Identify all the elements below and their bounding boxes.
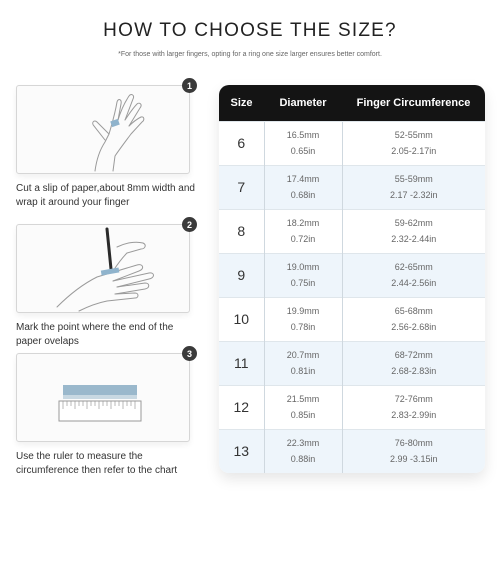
table-header-row	[219, 85, 485, 121]
circumference-mm: 68-72mm	[394, 350, 433, 360]
circumference-cell	[342, 341, 485, 385]
header-diameter: Diameter	[279, 96, 327, 109]
circumference-cell	[342, 429, 485, 473]
circumference-mm: 55-59mm	[394, 174, 433, 184]
circumference-cell	[342, 165, 485, 209]
circumference-cell	[342, 209, 485, 253]
circumference-mm: 59-62mm	[394, 218, 433, 228]
circumference-mm: 52-55mm	[394, 130, 433, 140]
size-chart	[219, 85, 485, 473]
step-1-number: 1	[182, 78, 197, 93]
diameter-mm: 16.5mm	[286, 130, 320, 140]
table-row	[219, 209, 485, 253]
circumference-cell	[342, 253, 485, 297]
diameter-cell	[264, 121, 342, 165]
table-row	[219, 429, 485, 473]
diameter-in: 0.85in	[290, 410, 316, 420]
circumference-cell	[342, 385, 485, 429]
circumference-mm: 76-80mm	[394, 438, 433, 449]
step-2-illustration	[16, 219, 192, 313]
diameter-mm: 17.4mm	[286, 174, 320, 184]
table-row	[219, 253, 485, 297]
size-cell: 8	[219, 209, 264, 253]
size-cell: 13	[219, 429, 264, 473]
size-cell: 10	[219, 297, 264, 341]
diameter-cell	[264, 253, 342, 297]
diameter-mm: 19.9mm	[286, 306, 320, 316]
diameter-mm: 22.3mm	[286, 438, 320, 449]
header-size: Size	[230, 96, 253, 109]
table-row	[219, 165, 485, 209]
step-3-illustration	[16, 348, 192, 442]
size-cell: 6	[219, 121, 264, 165]
circumference-in: 2.17 -2.32in	[389, 190, 438, 200]
diameter-mm: 20.7mm	[286, 350, 320, 360]
hand-wrap-icon	[17, 86, 189, 173]
circumference-in: 2.32-2.44in	[391, 234, 437, 244]
step-3-text: Use the ruler to measure the circumference then refer to the chart	[16, 451, 178, 476]
diameter-in: 0.72in	[290, 234, 316, 244]
diameter-in: 0.81in	[290, 366, 316, 376]
diameter-mm: 21.5mm	[286, 394, 320, 404]
diameter-in: 0.78in	[290, 322, 316, 332]
size-cell: 7	[219, 165, 264, 209]
circumference-cell	[342, 121, 485, 165]
circumference-mm: 72-76mm	[394, 394, 433, 404]
circumference-in: 2.99 -3.15in	[389, 454, 438, 465]
step-3	[16, 348, 192, 478]
circumference-in: 2.05-2.17in	[391, 146, 437, 156]
circumference-in: 2.83-2.99in	[391, 410, 437, 420]
circumference-mm: 62-65mm	[394, 262, 433, 272]
hand-mark-icon	[17, 225, 189, 312]
step-2-number: 2	[182, 217, 197, 232]
table-row	[219, 385, 485, 429]
page-title: HOW TO CHOOSE THE SIZE?	[103, 20, 397, 41]
diameter-in: 0.75in	[290, 278, 316, 288]
table-row	[219, 121, 485, 165]
diameter-cell	[264, 165, 342, 209]
diameter-cell	[264, 209, 342, 253]
circumference-in: 2.56-2.68in	[391, 322, 437, 332]
diameter-in: 0.68in	[290, 190, 316, 200]
circumference-in: 2.44-2.56in	[391, 278, 437, 288]
diameter-cell	[264, 429, 342, 473]
size-table	[219, 85, 485, 473]
diameter-in: 0.65in	[290, 146, 316, 156]
step-2-text: Mark the point where the end of the paper ovelaps	[16, 322, 174, 347]
step-1	[16, 80, 195, 210]
table-row	[219, 341, 485, 385]
circumference-in: 2.68-2.83in	[391, 366, 437, 376]
step-1-text: Cut a slip of paper,about 8mm width and wrap it around your finger	[16, 183, 195, 208]
diameter-cell	[264, 341, 342, 385]
diameter-cell	[264, 385, 342, 429]
step-2	[16, 219, 192, 349]
ruler-icon	[17, 354, 189, 441]
size-cell: 12	[219, 385, 264, 429]
circumference-mm: 65-68mm	[394, 306, 433, 316]
step-3-number: 3	[182, 346, 197, 361]
step-1-illustration	[16, 80, 192, 174]
header-circumference: Finger Circumference	[356, 96, 471, 109]
diameter-cell	[264, 297, 342, 341]
page-subtitle: *For those with larger fingers, opting for a ring one size larger ensures better comfort.	[118, 51, 382, 58]
size-cell: 11	[219, 341, 264, 385]
size-cell: 9	[219, 253, 264, 297]
diameter-in: 0.88in	[290, 454, 316, 465]
table-row	[219, 297, 485, 341]
diameter-mm: 18.2mm	[286, 218, 320, 228]
diameter-mm: 19.0mm	[286, 262, 320, 272]
circumference-cell	[342, 297, 485, 341]
